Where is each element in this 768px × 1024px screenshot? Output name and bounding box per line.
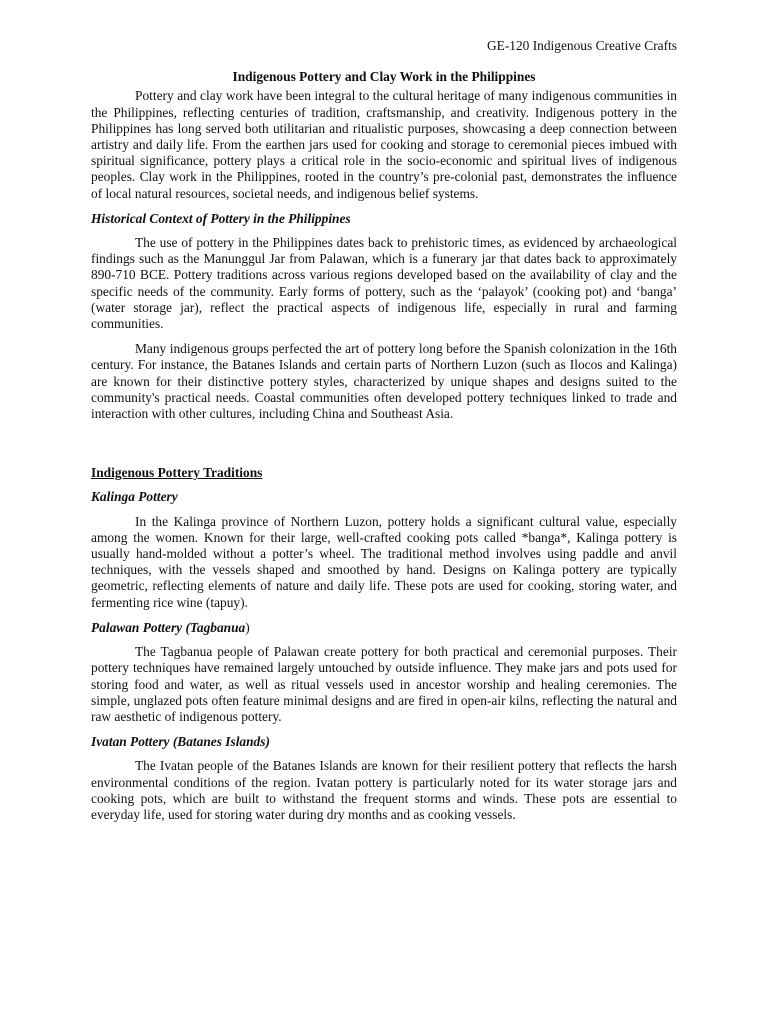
palawan-heading-text: Palawan Pottery (Tagbanua — [91, 619, 246, 635]
palawan-paragraph: The Tagbanua people of Palawan create pottery for both practical and ceremonial purposes. Their pottery techniques have remained largely untouched by outside influence. They make jars and pots used for storing food and water, as well as ritual vessels used in ancestor worship and healing ceremonies. The simple, unglazed pots often feature minimal designs and are fired in open-air kilns, reflecting the natural and raw aesthetic of indigenous pottery. — [91, 644, 677, 724]
palawan-heading-close: ) — [245, 619, 250, 635]
traditions-heading: Indigenous Pottery Traditions — [91, 465, 263, 481]
ivatan-paragraph: The Ivatan people of the Batanes Islands are known for their resilient pottery that reflects the harsh environmental conditions of the region. Ivatan pottery is particularly noted for its water storage jars and cooking pots, which are built to withstand the frequent storms and winds. These pots are essential to everyday life, used for storing water during dry months and as cooking vessels. — [91, 758, 677, 822]
document-title: Indigenous Pottery and Clay Work in the Philippines — [232, 69, 536, 85]
historical-paragraph-1: The use of pottery in the Philippines dates back to prehistoric times, as evidenced by archaeological findings such as the Manunggul Jar from Palawan, which is a funerary jar that dates back to approximately 890-710 BCE. Pottery traditions across various regions developed based on the availability of clay and the specific needs of the community. Early forms of pottery, such as the ‘palayok’ (cooking pot) and ‘banga’ (water storage jar), reflect the practical aspects of indigenous life, especially in rural and farming communities. — [91, 235, 677, 332]
ivatan-heading: Ivatan Pottery (Batanes Islands) — [91, 734, 270, 750]
historical-paragraph-2: Many indigenous groups perfected the art of pottery long before the Spanish colonization in the 16th century. For instance, the Batanes Islands and certain parts of Northern Luzon (such as Ilocos and Kalinga) are known for their distinctive pottery styles, characterized by unique shapes and designs suited to the community's practical needs. Coastal communities often developed pottery techniques linked to trade and interaction with other cultures, including China and Southeast Asia. — [91, 341, 677, 422]
document-page — [91, 38, 677, 832]
kalinga-heading: Kalinga Pottery — [91, 489, 178, 505]
kalinga-paragraph: In the Kalinga province of Northern Luzon, pottery holds a significant cultural value, especially among the women. Known for their large, well-crafted cooking pots called *banga*, Kalinga pottery is usually hand-molded without a potter’s wheel. The traditional method involves using paddle and anvil techniques, with the vessels shaped and smoothed by hand. Designs on Kalinga pottery are typically geometric, reflecting elements of nature and daily life. These pots are used for cooking, storing water, and fermenting rice wine (tapuy). — [91, 513, 677, 610]
section-gap — [91, 431, 677, 465]
course-header: GE-120 Indigenous Creative Crafts — [486, 38, 677, 53]
intro-paragraph: Pottery and clay work have been integral to the cultural heritage of many indigenous communities in the Philippines, reflecting centuries of tradition, craftsmanship, and creativity. Indigenous pottery in the Philippines has long served both utilitarian and ritualistic purposes, showcasing a deep connection between artistry and daily life. From the earthen jars used for cooking and storage to ceremonial pieces imbued with spiritual significance, pottery plays a critical role in the socio-economic and spiritual lives of indigenous peoples. Clay work in the Philippines, rooted in the country’s pre-colonial past, demonstrates the influence of local natural resources, societal needs, and indigenous belief systems. — [91, 88, 677, 201]
historical-heading: Historical Context of Pottery in the Philippines — [91, 210, 351, 226]
palawan-heading — [91, 620, 677, 636]
